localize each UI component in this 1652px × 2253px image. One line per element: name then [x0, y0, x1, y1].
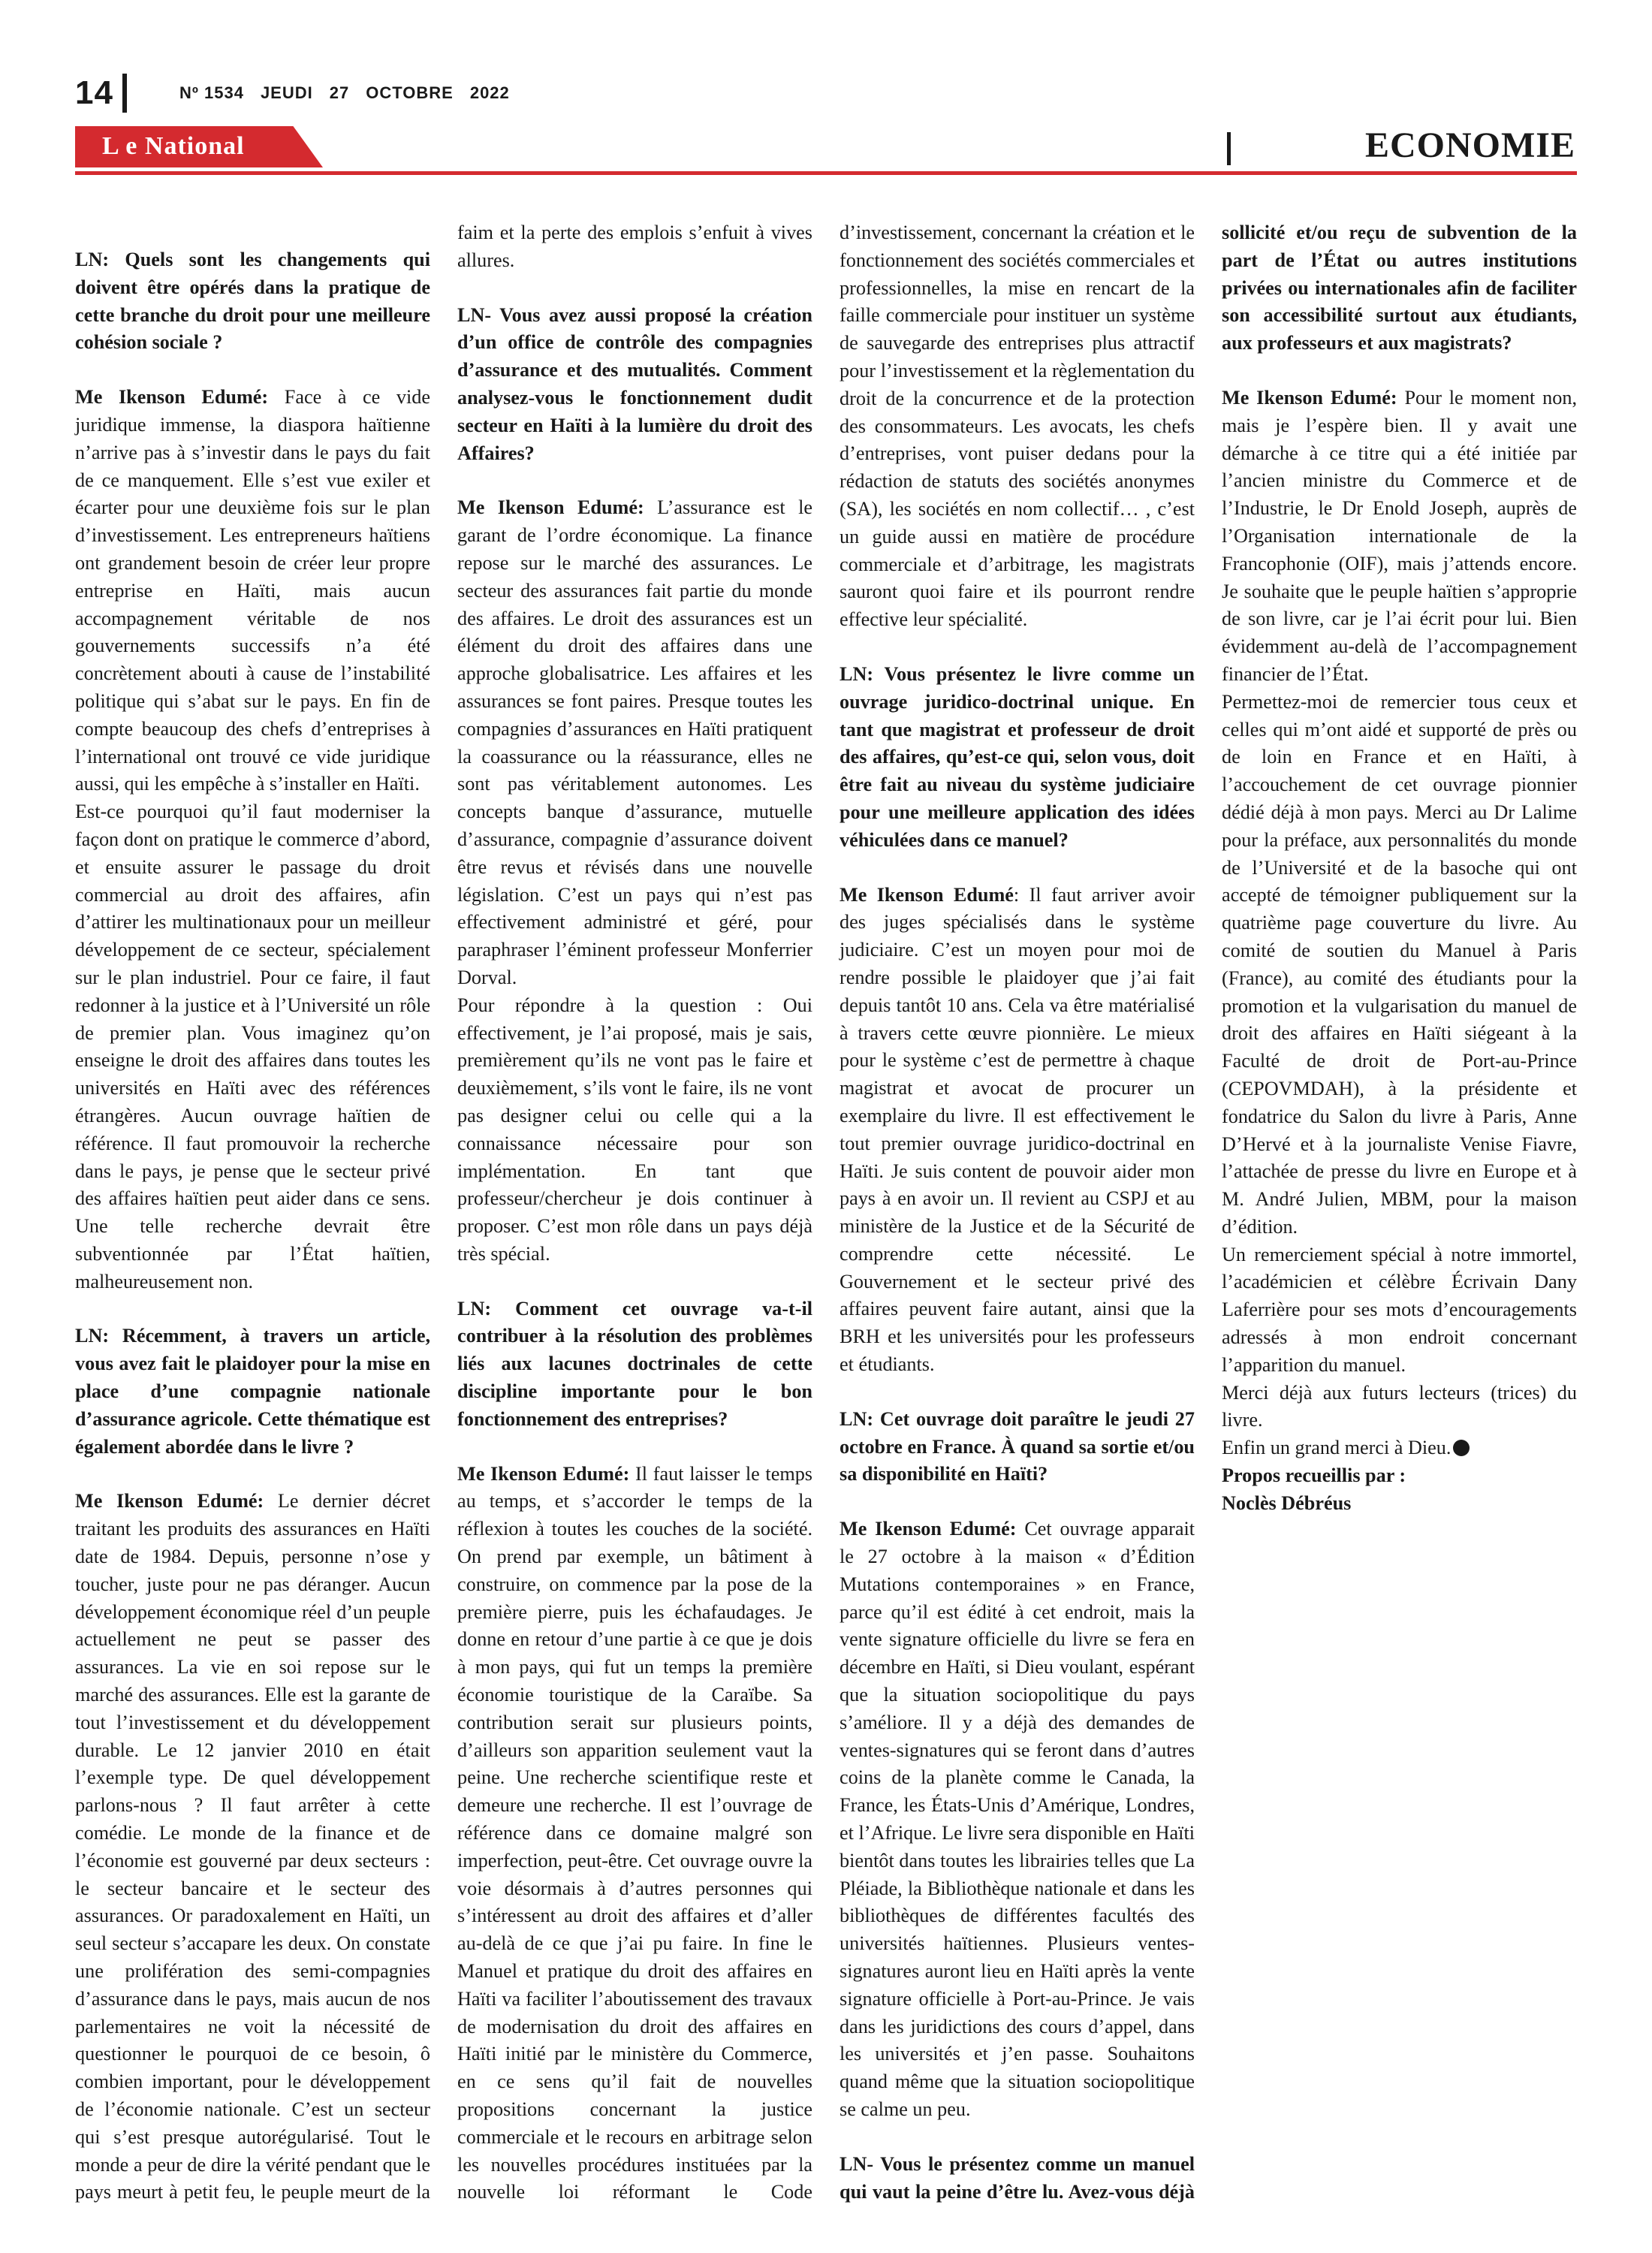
answer-text: : Il faut arriver avoir des juges spécialisés dans le système judiciaire. C’est un moyen pour moi de rendre possible le plaidoyer que j’ai fait depuis tantôt 10 ans. Cela va être matérialisé à travers cette œuvre pionnière. Le mieux pour le système c’est de permettre à chaque magistrat et avocat de procurer un exemplaire du livre. Il est effectivement le tout premier ouvrage juridico-doctrinal en Haïti. Je suis content de pouvoir aider mon pays à en avoir un. Il revient au CSPJ et au ministère de la Justice et de la Sécurité de comprendre cette nécessité. Le Gouvernement et le secteur privé des affaires peuvent faire autant, ainsi que la BRH et les universités pour les professeurs et étudiants. [840, 883, 1195, 1376]
speaker-name: Me Ikenson Edumé: [840, 1518, 1017, 1540]
header-divider [122, 74, 127, 113]
credits-label: Propos recueillis par : [1222, 1464, 1406, 1487]
issue-year: 2022 [469, 83, 510, 102]
credits [1222, 1462, 1577, 1518]
answer-text: Pour le moment non, mais je l’espère bien. Il y avait une démarche à ce titre qui a été initiée par l’ancien ministre du Commerce et de l’Industrie, le Dr Enold Joseph, auprès de l’Organisation internationale de la Francophonie (OIF), mais j’attends encore. Je souhaite que le peuple haïtien s’approprie de son livre, car je l’ai écrit pour lui. Bien évidemment au-delà de l’accompagnement financier de l’État. [1222, 386, 1578, 685]
answer-7 [1222, 385, 1577, 689]
answer-3 [457, 494, 812, 991]
answer-text: Cet ouvrage apparait le 27 octobre à la maison « d’Édition Mutations contemporaines » en France, parce qu’il est édité à cet endroit, mais la vente signature officielle du livre se fera en décembre en Haïti, si Dieu voulant, espérant que la situation sociopolitique du pays s’améliore. Il y a déjà des demandes de ventes-signatures qui se feront dans d’autres coins de la planète comme le Canada, la France, les États-Unis d’Amérique, Londres, et l’Afrique. Le livre sera disponible en Haïti bientôt dans toutes les librairies telles que La Pléiade, la Bibliothèque nationale et dans les bibliothèques de différentes facultés des universités haïtiennes. Plusieurs ventes-signatures auront lieu en Haïti après la vente signature officielle à Port-au-Prince. Je vais dans les juridictions des cours d’appel, dans les universités et j’en passe. Souhaitons quand même que la situation sociopolitique se calme un peu. [840, 1518, 1195, 2120]
answer-7-paragraph-4: Merci déjà aux futurs lecteurs (trices) du livre. [1222, 1381, 1577, 1431]
answer-6 [840, 1516, 1195, 2124]
question-7: LN- Vous le présentez comme un manuel qui vaut la peine d’être lu. Avez-vous déjà sollicité et/ou reçu de subvention de la part de l’État ou autres institutions privées ou internationales afin de faciliter son accessibilité surtout aux étudiants, aux professeurs et aux magistrats? [840, 222, 1577, 2203]
question-6: LN: Cet ouvrage doit paraître le jeudi 27 octobre en France. À quand sa sortie et/ou sa disponibilité en Haïti? [840, 1407, 1195, 1485]
answer-1 [75, 384, 430, 798]
question-3: LN- Vous avez aussi proposé la création d’un office de contrôle des compagnies d’assurance et des mutualités. Comment analysez-vous le fonctionnement dudit secteur en Haïti à la lumière du droit des Affaires? [457, 303, 812, 464]
issue-day: 27 [329, 83, 350, 102]
brand-band [75, 126, 1577, 175]
speaker-name: Me Ikenson Edumé: [457, 1462, 630, 1485]
question-2: LN: Récemment, à travers un article, vous avez fait le plaidoyer pour la mise en place d’une compagnie nationale d’assurance agricole. Cette thématique est également abordée dans le livre ? [75, 1325, 430, 1458]
speaker-name: Me Ikenson Edumé [840, 883, 1014, 906]
end-of-article-icon [1453, 1440, 1470, 1456]
speaker-name: Me Ikenson Edumé: [1222, 386, 1397, 409]
question-4: LN: Comment cet ouvrage va-t-il contribuer à la résolution des problèmes liés aux lacunes doctrinales de cette discipline importante pour le bon fonctionnement des entreprises? [457, 1297, 812, 1430]
page-header [75, 71, 510, 116]
question-5: LN: Vous présentez le livre comme un ouvrage juridico-doctrinal unique. En tant que magistrat et professeur de droit des affaires, qu’est-ce qui, selon vous, doit être fait au niveau du système judiciaire pour une meilleure application des idées véhiculées dans ce manuel? [840, 662, 1195, 851]
brand-logo: L e National [102, 132, 245, 160]
speaker-name: Me Ikenson Edumé: [75, 386, 269, 409]
section-divider [1227, 132, 1231, 165]
answer-7-paragraph-3: Un remerciement spécial à notre immortel, l’académicien et célèbre Écrivain Dany Laferrière pour ses mots d’encouragements adressés à mon endroit concernant l’apparition du manuel. [1222, 1243, 1577, 1376]
issue-month: OCTOBRE [366, 83, 454, 102]
issue-info [179, 83, 510, 103]
issue-number: Nº 1534 [179, 83, 244, 102]
question-1: LN: Quels sont les changements qui doivent être opérés dans la pratique de cette branche du droit pour une meilleure cohésion sociale ? [75, 249, 430, 354]
speaker-name: Me Ikenson Edumé: [457, 496, 644, 519]
answer-text: Face à ce vide juridique immense, la diaspora haïtienne n’arrive pas à s’investir dans le pays du fait de ce manquement. Elle s’est vue exiler et écarter pour une deuxième fois sur le plan d’investissement. Les entrepreneurs haïtiens ont grandement besoin de créer leur propre entreprise en Haïti, mais aucun accompagnement véritable de nos gouvernements successifs n’a été concrètement abouti à cause de l’instabilité politique qui s’abat sur le pays. En fin de compte beaucoup des chefs d’entreprises à l’international ont trouvé ce vide juridique aussi, qui les empêche à s’installer en Haïti. [75, 386, 431, 795]
answer-7-paragraph-5 [1222, 1434, 1577, 1462]
closing-text: Enfin un grand merci à Dieu. [1222, 1437, 1452, 1459]
page-number: 14 [75, 74, 113, 111]
article-body [75, 219, 1577, 2224]
answer-1-paragraph-2: Est-ce pourquoi qu’il faut moderniser la façon dont on pratique le commerce d’abord, et ensuite assurer le passage du droit commercial au droit des affaires, afin d’attirer les multinationaux pour un meilleur développement de ce secteur, spécialement sur le plan industriel. Pour ce faire, il faut redonner à la justice et à l’Université un rôle de premier plan. Vous imaginez qu’on enseigne le droit des affaires dans toutes les universités en Haïti avec des références étrangères. Aucun ouvrage haïtien de référence. Il faut promouvoir la recherche dans le pays, je pense que le secteur privé des affaires haïtien peut aider dans ce sens. Une telle recherche devrait être subventionnée par l’État haïtien, malheureusement non. [75, 801, 430, 1292]
answer-text: Le dernier décret traitant les produits des assurances en Haïti date de 1984. Depuis, personne n’ose y toucher, juste pour ne pas déranger. Aucun développement économique réel d’un peuple actuellement ne peut se passer des assurances. La vie en soi repose sur le marché des assurances. Elle est la garante de tout l’investissement et du développement durable. Le 12 janvier 2010 en était l’exemple type. De quel développement parlons-nous ? Il faut arrêter à cette comédie. Le monde de la finance et de l’économie est gouverné par deux secteurs : le secteur bancaire et le secteur des assurances. Or paradoxalement en Haïti, un seul secteur s’accapare les deux. On constate une prolifération des semi-compagnies d’assurance dans le pays, mais aucun de nos parlementaires ne voit la nécessité de questionner le pourquoi de ce besoin, ô combien important, pour le développement de l’économie nationale. C’est un secteur qui s’est presque autorégularisé. Tout le monde a peur de dire la vérité pendant que le pays meurt à petit feu, le peuple meurt de la faim et la perte des emplois s’enfuit à vives allures. [75, 222, 812, 2203]
answer-text: Il faut laisser le temps au temps, et s’accorder le temps de la réflexion à toutes les couches de la société. On prend par exemple, un bâtiment à construire, on commence par la pose de la première pierre, puis les échafaudages. Je donne en retour d’une partie à ce que je dois à mon pays, qui fut un temps la première économie touristique de la Caraïbe. Sa contribution serait sur plusieurs points, d’ailleurs son apparition seulement vaut la peine. Une recherche scientifique reste et demeure une recherche. Il est l’ouvrage de référence dans ce domaine malgré son imperfection, peut-être. Cet ouvrage ouvre la voie désormais à d’autres personnes qui s’intéressent au droit des affaires et d’aller au-delà de ce que j’ai pu faire. In fine le Manuel et pratique du droit des affaires en Haïti va faciliter l’aboutissement des travaux de modernisation du droit des affaires en Haïti initié par le ministère du Commerce, en ce sens qu’il fait de nouvelles propositions concernant la justice commerciale et le recours en arbitrage selon les nouvelles procédures instituées par la nouvelle loi réformant le Code d’investissement, concernant la création et le fonctionnement des sociétés commerciales et professionnelles, la mise en rencart de la faille commerciale pour instituer un système de sauvegarde des entreprises plus attractif pour l’investissement et la règlementation du droit de la concurrence et de la protection des consommateurs. Les avocats, les chefs d’entreprises, vont puiser dedans pour la rédaction de statuts des sociétés anonymes (SA), les sociétés en nom collectif… , c’est un guide aussi en matière de procédure commerciale et d’arbitrage, les magistrats sauront quoi faire et ils pourront rendre effective leur spécialité. [457, 222, 1195, 2203]
speaker-name: Me Ikenson Edumé: [75, 1490, 264, 1513]
answer-5 [840, 882, 1195, 1379]
credits-author: Noclès Débréus [1222, 1491, 1352, 1514]
answer-3-paragraph-2: Pour répondre à la question : Oui effectivement, je l’ai proposé, mais je sais, premièrement qu’ils ne vont pas le faire et deuxièmement, s’ils vont le faire, ils ne vont pas designer celui ou celle qui a la connaissance nécessaire pour son implémentation. En tant que professeur/chercheur je dois continuer à proposer. C’est mon rôle dans un pays déjà très spécial. [457, 994, 812, 1265]
section-title: ECONOMIE [1364, 125, 1575, 165]
issue-weekday: JEUDI [260, 83, 313, 102]
answer-text: L’assurance est le garant de l’ordre économique. La finance repose sur le marché des assurances. Le secteur des assurances fait partie du monde des affaires. Le droit des assurances est un élément du droit des affaires dans une approche globalisatrice. Les affaires et les assurances se font paires. Presque toutes les compagnies d’assurances en Haïti pratiquent la coassurance ou la réassurance, elles ne sont pas véritablement autonomes. Les concepts banque d’assurance, mutuelle d’assurance, compagnie d’assurance doivent être revus et révisés dans une nouvelle législation. C’est un pays qui n’est pas effectivement administré et géré, pour paraphraser l’éminent professeur Monferrier Dorval. [457, 496, 812, 988]
answer-7-paragraph-2: Permettez-moi de remercier tous ceux et celles qui m’ont aidé et supporté de près ou de loin en France et en Haïti, à l’accouchement de cet ouvrage pionnier dédié déjà à mon pays. Merci au Dr Lalime pour la préface, aux personnalités du monde de l’Université et de la basoche qui ont accepté de témoigner publiquement sur la quatrième page couverture du livre. Au comité de soutien du Manuel à Paris (France), au comité des étudiants pour la promotion et la vulgarisation du manuel de droit des affaires en Haïti siégeant à la Faculté de droit de Port-au-Prince (CEPOVMDAH), à la présidente et fondatrice du Salon du livre à Paris, Anne D’Hervé et à la journaliste Venise Fiavre, l’attachée de presse du livre en Europe et à M. André Julien, MBM, pour la maison d’édition. [1222, 690, 1577, 1238]
